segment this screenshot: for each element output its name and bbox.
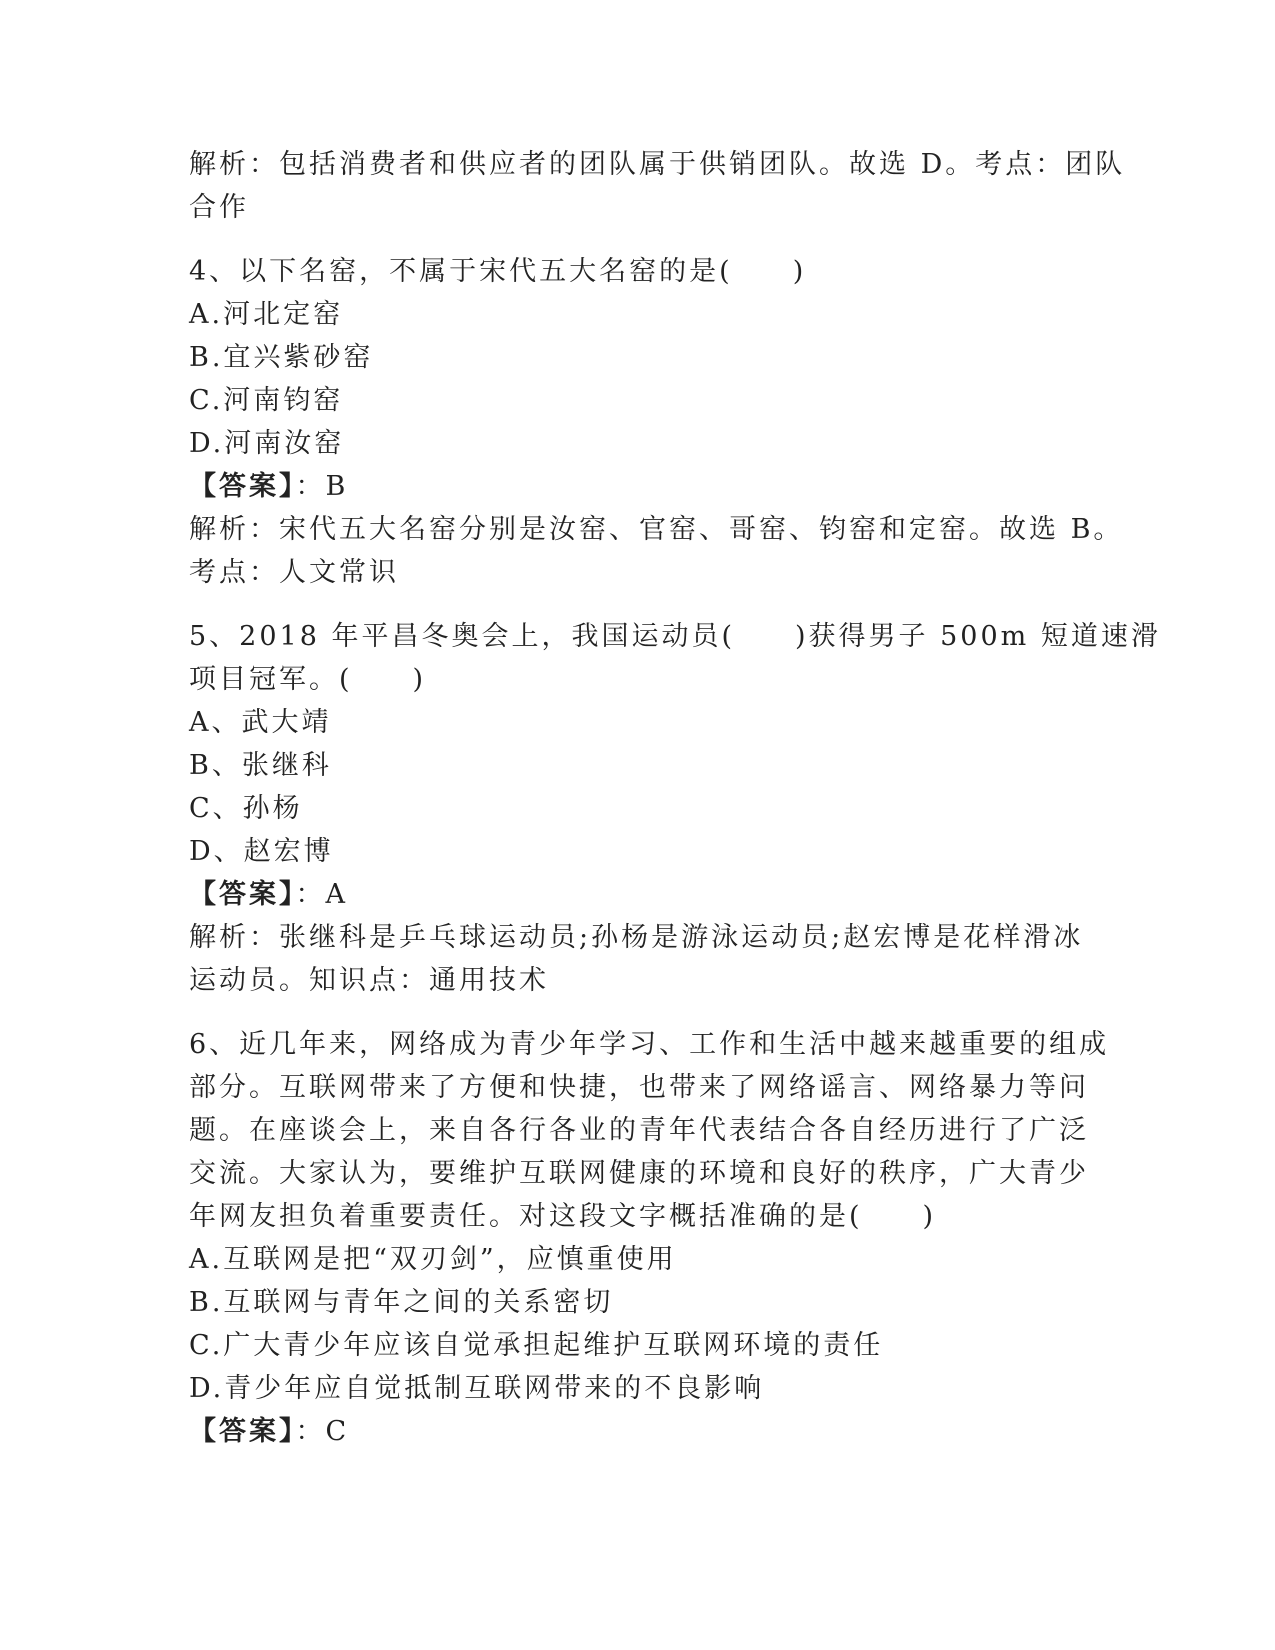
answer-label: 【答案】 — [189, 471, 296, 502]
option-c: C.广大青少年应该自觉承担起维护互联网环境的责任 — [189, 1330, 884, 1361]
question-stem: 题。在座谈会上，来自各行各业的青年代表结合各自经历进行了广泛 — [189, 1115, 1089, 1146]
question-stem: 部分。互联网带来了方便和快捷，也带来了网络谣言、网络暴力等问 — [189, 1072, 1089, 1103]
question-stem: 年网友担负着重要责任。对这段文字概括准确的是( ) — [189, 1201, 937, 1232]
question-stem: 项目冠军。( ) — [189, 664, 427, 695]
option-b: B.互联网与青年之间的关系密切 — [189, 1287, 614, 1318]
question-5 — [189, 615, 1161, 1002]
question-stem: 6、近几年来，网络成为青少年学习、工作和生活中越来越重要的组成 — [189, 1029, 1110, 1060]
option-c: C.河南钧窑 — [189, 385, 344, 416]
explanation-line: 解析：宋代五大名窑分别是汝窑、官窑、哥窑、钧窑和定窑。故选 B。 — [189, 514, 1124, 545]
prev-explanation — [189, 143, 1126, 229]
answer-line — [189, 873, 1089, 916]
option-b: B.宜兴紫砂窑 — [189, 342, 374, 373]
option-d: D、赵宏博 — [189, 836, 334, 867]
answer-line — [189, 1410, 1089, 1453]
answer-value: ：A — [295, 879, 348, 910]
explanation-line: 合作 — [189, 192, 249, 223]
answer-label: 【答案】 — [189, 1416, 296, 1447]
answer-value: ：C — [295, 1416, 350, 1447]
option-d: D.河南汝窑 — [189, 428, 345, 459]
question-stem: 交流。大家认为，要维护互联网健康的环境和良好的秩序，广大青少 — [189, 1158, 1089, 1189]
answer-label: 【答案】 — [189, 879, 296, 910]
explanation-line: 解析：张继科是乒乓球运动员;孙杨是游泳运动员;赵宏博是花样滑冰 — [189, 922, 1084, 953]
question-6 — [189, 1023, 1110, 1453]
option-a: A.互联网是把“双刃剑”，应慎重使用 — [189, 1244, 677, 1275]
explanation-line: 考点：人文常识 — [189, 557, 399, 588]
option-a: A、武大靖 — [189, 707, 332, 738]
answer-line — [189, 465, 1089, 508]
explanation-line: 运动员。知识点：通用技术 — [189, 965, 549, 996]
explanation-line: 解析：包括消费者和供应者的团队属于供销团队。故选 D。考点：团队 — [189, 149, 1126, 180]
option-b: B、张继科 — [189, 750, 332, 781]
option-a: A.河北定窑 — [189, 299, 344, 330]
document-page — [189, 143, 1161, 1474]
question-stem: 4、以下名窑，不属于宋代五大名窑的是( ) — [189, 256, 807, 287]
question-4 — [189, 250, 1124, 594]
answer-value: ：B — [295, 471, 349, 502]
option-d: D.青少年应自觉抵制互联网带来的不良影响 — [189, 1373, 765, 1404]
option-c: C、孙杨 — [189, 793, 303, 824]
question-stem: 5、2018 年平昌冬奥会上，我国运动员( )获得男子 500m 短道速滑 — [189, 621, 1161, 652]
